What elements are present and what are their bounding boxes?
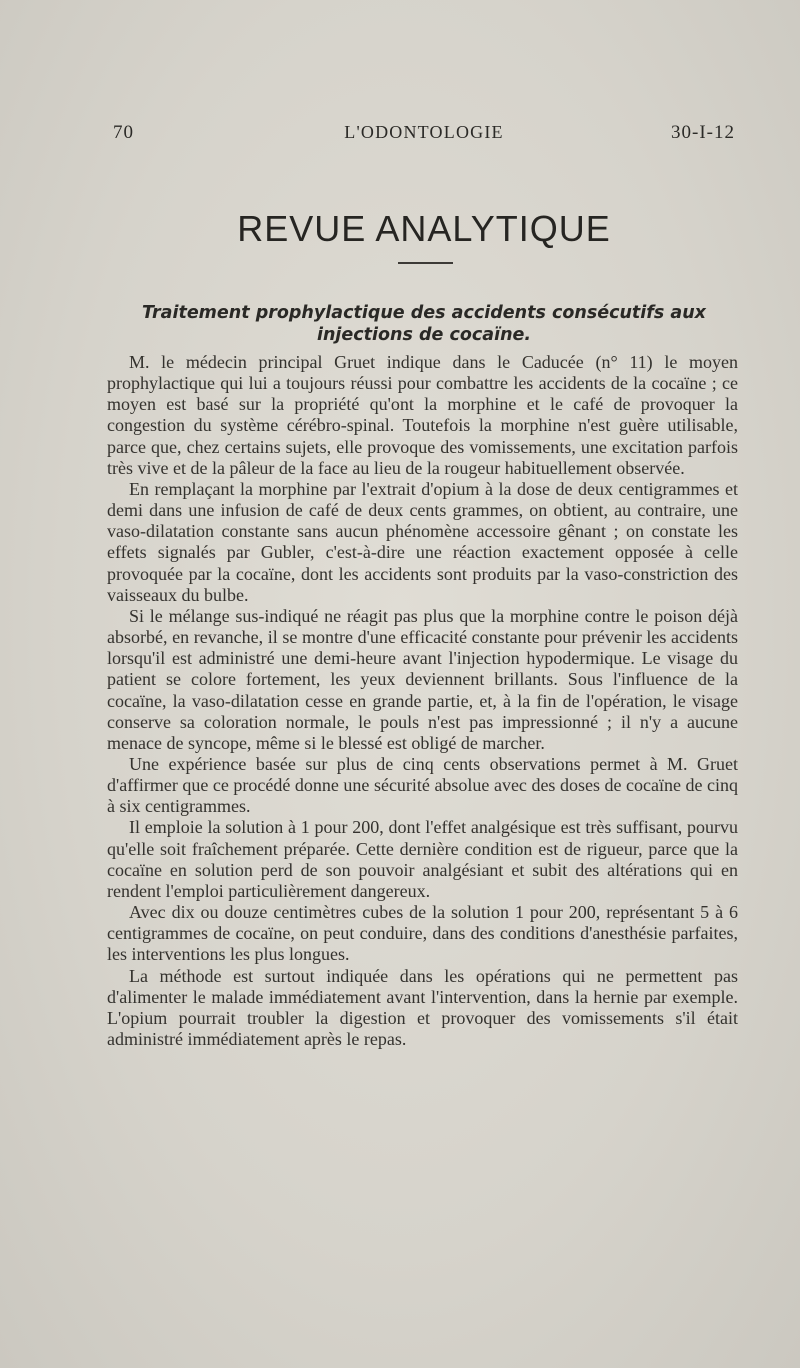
article-body — [107, 352, 738, 1050]
article-title: Traitement prophylactique des accidents consécutifs aux injections de cocaïne. — [142, 303, 706, 345]
paragraph: Une expérience basée sur plus de cinq cents observations permet à M. Gruet d'affirmer que ce procédé donne une sécurité absolue avec des doses de cocaïne de cinq à six centigrammes. — [107, 753, 738, 817]
issue-date: 30-I-12 — [671, 122, 735, 143]
title-divider — [398, 262, 453, 264]
section-title: REVUE ANALYTIQUE — [237, 208, 611, 249]
running-header — [113, 122, 735, 152]
paragraph: Il emploie la solution à 1 pour 200, dont l'effet analgésique est très suffisant, pourvu qu'elle soit fraîchement préparée. Cette dernière condition est de rigueur, parce que la cocaïne en solution perd de son pouvoir analgésiant et subit des altérations qui en rendent l'emploi particulièrement dangereux. — [107, 817, 738, 901]
paragraph: M. le médecin principal Gruet indique dans le Caducée (n° 11) le moyen prophylactique qui lui a toujours réussi pour combattre les accidents de la cocaïne ; ce moyen est basé sur la propriété qu'ont la morphine et le café de provoquer la congestion du système cérébro-spinal. Toutefois la morphine n'est guère utilisable, parce que, chez certains sujets, elle provoque des vomissements, une excitation parfois très vive et de la pâleur de la face au lieu de la rougeur habituellement observée. — [107, 352, 738, 478]
paragraph: La méthode est surtout indiquée dans les opérations qui ne permettent pas d'alimenter le malade immédiatement avant l'intervention, dans la hernie par exemple. L'opium pourrait troubler la digestion et provoquer des vomissements s'il était administré immédiatement après le repas. — [107, 965, 738, 1049]
paragraph: Avec dix ou douze centimètres cubes de la solution 1 pour 200, représentant 5 à 6 centigrammes de cocaïne, on peut conduire, dans des conditions d'anesthésie parfaites, les interventions les plus longues. — [107, 902, 738, 965]
paragraph: Si le mélange sus-indiqué ne réagit pas plus que la morphine contre le poison déjà absorbé, en revanche, il se montre d'une efficacité constante pour prévenir les accidents lorsqu'il est administré une demi-heure avant l'injection hypodermique. Le visage du patient se colore fortement, les yeux deviennent brillants. Sous l'influence de la cocaïne, la vaso-dilatation cesse en grande partie, et, à la fin de l'opération, le visage conserve sa coloration normale, le pouls n'est pas impressionné ; il n'y a aucune menace de syncope, même si le blessé est obligé de marcher. — [107, 605, 738, 753]
journal-title: L'ODONTOLOGIE — [344, 122, 504, 142]
paragraph: En remplaçant la morphine par l'extrait d'opium à la dose de deux centigrammes et demi dans une infusion de café de deux cents grammes, on obtient, au contraire, une vaso-dilatation constante sans aucun phénomène accessoire gênant ; on constate les effets signalés par Gubler, c'est-à-dire une réaction exactement opposée à celle provoquée par la cocaïne, dont les accidents sont produits par la vaso-constriction des vaisseaux du bulbe. — [107, 478, 738, 605]
page-number: 70 — [113, 122, 134, 143]
